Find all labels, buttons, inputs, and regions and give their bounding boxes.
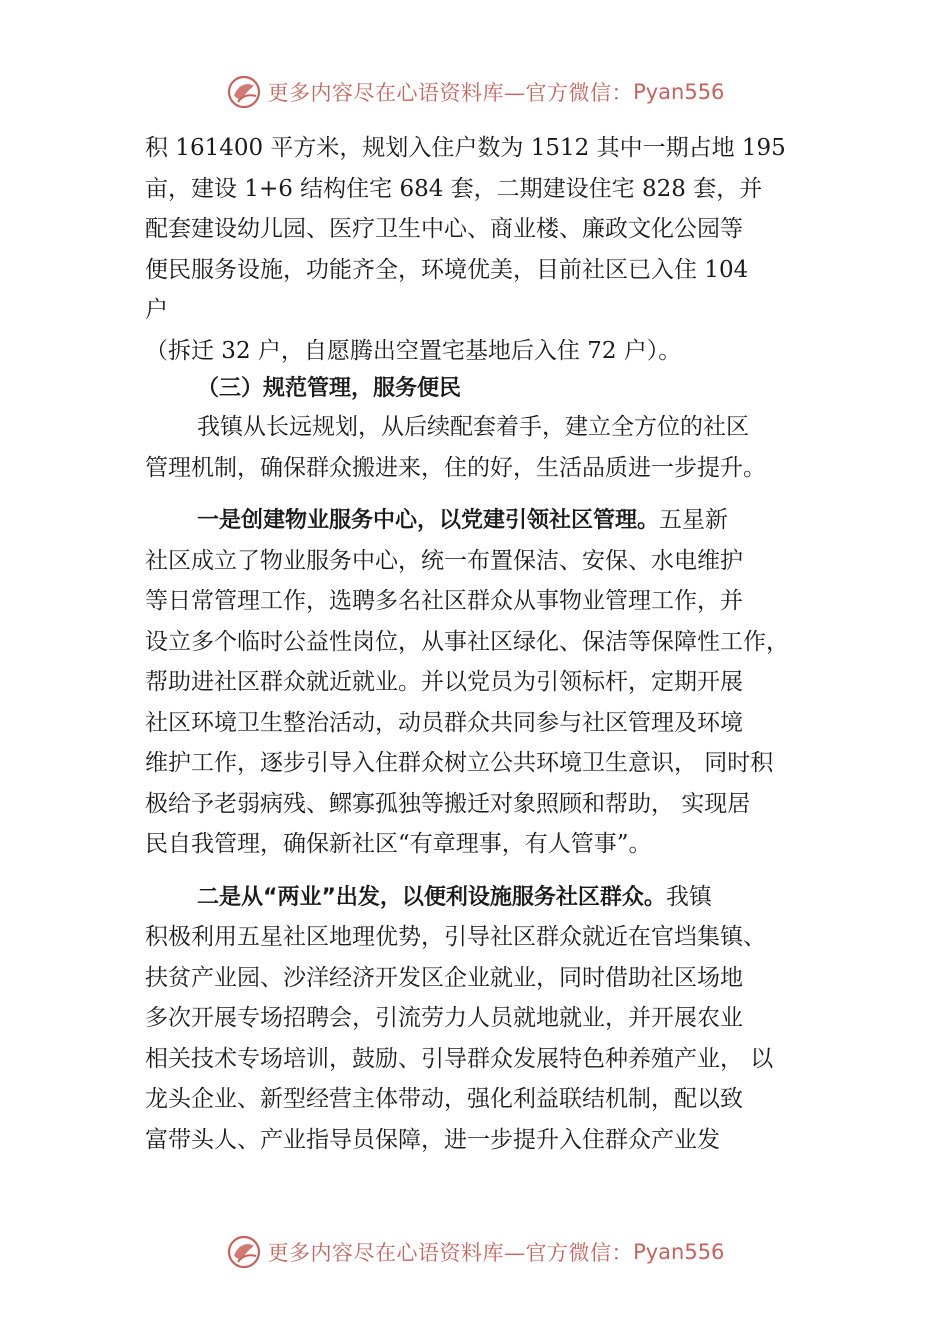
lead-rest: 五星新 (659, 507, 729, 533)
text-line: 配套建设幼儿园、医疗卫生中心、商业楼、廉政文化公园等 (145, 216, 743, 242)
text-line: 帮助进社区群众就近就业。并以党员为引领标杆，定期开展 (145, 669, 743, 695)
text-line: 社区成立了物业服务中心，统一布置保洁、安保、水电维护 (145, 547, 743, 574)
watermark-handle: Pyan556 (633, 80, 725, 104)
watermark-text: 更多内容尽在心语资料库—官方微信： (267, 81, 634, 105)
text-line: 便民服务设施，功能齐全，环境优美，目前社区已入住 104 (145, 256, 749, 283)
paragraph-3 (145, 500, 845, 865)
lotus-logo-icon (226, 74, 262, 110)
text-line: 社区环境卫生整治活动，动员群众共同参与社区管理及环境 (145, 709, 743, 736)
text-line: 等日常管理工作，选聘多名社区群众从事物业管理工作，并 (145, 588, 743, 614)
text-line: 扶贫产业园、沙洋经济开发区企业就业，同时借助社区场地 (145, 964, 743, 991)
text-line (145, 500, 845, 541)
paragraph-lead: 一是创建物业服务中心，以党建引领社区管理。 (197, 508, 660, 533)
text-line: （拆迁 32 户，自愿腾出空置宅基地后入住 72 户）。 (145, 337, 682, 364)
text-line: 民自我管理，确保新社区“有章理事，有人管事”。 (145, 831, 652, 857)
text-line: 户 (145, 297, 168, 323)
text-line: 极给予老弱病残、鳏寡孤独等搬迁对象照顾和帮助， 实现居 (145, 790, 751, 817)
text-line: 亩，建设 1+6 结构住宅 684 套，二期建设住宅 828 套，并 (145, 175, 763, 202)
paragraph-lead: 二是从“两业”出发，以便利设施服务社区群众。 (197, 884, 666, 910)
text-line: 设立多个临时公益性岗位，从事社区绿化、保洁等保障性工作， (145, 628, 789, 655)
text-line: 维护工作，逐步引导入住群众树立公共环境卫生意识， 同时积 (145, 750, 774, 776)
watermark-handle: Pyan556 (633, 1240, 725, 1264)
section-heading: （三）规范管理，服务便民 (197, 376, 462, 401)
footer-watermark (0, 1232, 950, 1272)
paragraph-4 (145, 877, 845, 1161)
text-line: 相关技术专场培训，鼓励、引导群众发展特色种养殖产业， 以 (145, 1045, 774, 1072)
paragraph-1 (145, 128, 845, 371)
paragraph-2 (145, 407, 845, 488)
watermark-text: 更多内容尽在心语资料库—官方微信： (267, 1241, 634, 1265)
text-line: 管理机制，确保群众搬进来，住的好，生活品质进一步提升。 (145, 454, 766, 481)
text-line: 积极利用五星社区地理优势，引导社区群众就近在官垱集镇、 (145, 924, 766, 950)
lotus-logo-icon (226, 1234, 262, 1270)
text-line: 多次开展专场招聘会，引流劳力人员就地就业，并开展农业 (145, 1005, 743, 1031)
text-line: 积 161400 平方米，规划入住户数为 1512 其中一期占地 195 (145, 135, 786, 161)
text-line: 龙头企业、新型经营主体带动，强化利益联结机制，配以致 (145, 1086, 743, 1112)
document-body (145, 128, 845, 1160)
header-watermark (0, 72, 950, 112)
text-line: 富带头人、产业指导员保障，进一步提升入住群众产业发 (145, 1126, 720, 1153)
text-line: 我镇从长远规划，从后续配套着手，建立全方位的社区 (197, 414, 749, 440)
text-line (145, 877, 845, 918)
lead-rest: 我镇 (665, 883, 712, 910)
